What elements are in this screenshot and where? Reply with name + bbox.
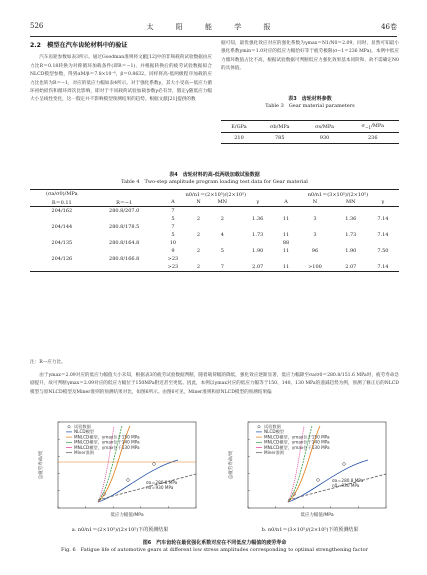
table4 bbox=[30, 189, 399, 272]
table4-cell: 11 bbox=[282, 216, 290, 222]
table4-cell bbox=[239, 239, 277, 247]
table3 bbox=[221, 120, 399, 144]
table4-cell: 2 bbox=[196, 248, 201, 254]
table4-cell bbox=[94, 263, 155, 272]
table4-subhead: γ bbox=[256, 199, 260, 205]
volume-label: 46卷 bbox=[381, 23, 397, 31]
table4-cell bbox=[30, 263, 94, 272]
table4-subhead: A bbox=[171, 199, 175, 205]
table4-cell bbox=[295, 239, 335, 247]
table4-cell bbox=[295, 255, 335, 263]
table4-cell: 7 bbox=[206, 263, 239, 272]
table4-cell: 280.8/207.0 bbox=[109, 208, 140, 214]
table4-cell bbox=[239, 255, 277, 263]
table4-cell: 1.36 bbox=[252, 216, 264, 222]
table4-cell: 7.14 bbox=[367, 263, 399, 272]
x-axis-label: 低应力幅值/MPa bbox=[300, 513, 334, 518]
table4-caption bbox=[30, 172, 399, 186]
table4-cell: 5 bbox=[171, 232, 175, 238]
table4-cell: >100 bbox=[295, 263, 335, 272]
table3-header-cell: $\sigma_{-1}$/MPa bbox=[361, 123, 385, 130]
table4-cell: >23 bbox=[167, 256, 179, 262]
table4-cell bbox=[191, 207, 206, 216]
table4-cell: 1.90 bbox=[345, 248, 357, 254]
table4-cell bbox=[335, 255, 367, 263]
table4-cell: 10 bbox=[169, 240, 177, 246]
table4-cell bbox=[367, 207, 399, 216]
table4-head: n0/n1＝(2×10⁵)/(2×10⁵) bbox=[185, 191, 247, 198]
table-row bbox=[30, 207, 399, 216]
table4-cell: 11 bbox=[277, 263, 295, 272]
legend-label: 试验数据 bbox=[264, 424, 281, 429]
y-axis-label: 总疲劳寿命/周 bbox=[229, 450, 234, 480]
data-point bbox=[127, 479, 130, 482]
table4-cell bbox=[94, 247, 155, 255]
panel-b-label: b. n0/n1＝(3×10⁵)/(2×10⁵)下的预测结果 bbox=[261, 527, 359, 533]
legend-marker bbox=[258, 426, 260, 428]
legend-label: MNLCD模型，γmax位于130 MPa bbox=[264, 444, 330, 450]
body-paragraph: 由于γmax＝2.09对应的低应力幅值大小未知，根据表3的疲劳试验数据判断，随着载荷幅的降低，强化效应逐渐显著，低应力幅降至σa/σ0＝280.8/151.6 MPa时，疲劳寿命急剧提升，故可判断γmax＝2.09对应的低应力幅位于150MPa附近甚至更低。因此，本例以γmax对应的低应力幅等于150、140、130 MPa的递减趋势为例，预测了修正后的NLCD模型与原NLCD模型及Miner准则的预测结果对比，如图6所示。由图6可见，Miner准则和原NLCD模型的预测结果偏 bbox=[30, 373, 399, 395]
header-rule bbox=[30, 36, 397, 37]
table3-cell: 236 bbox=[368, 135, 378, 141]
legend-label: MNLCD模型，γmax位于140 MPa bbox=[264, 439, 330, 445]
table3-caption-en: Table 3 Gear material parameters bbox=[265, 103, 355, 109]
table4-cell: 1.36 bbox=[345, 216, 357, 222]
table4-cell bbox=[30, 231, 94, 239]
table3-header-cell: σs/MPa bbox=[315, 123, 334, 130]
table4-subhead: MN bbox=[346, 199, 356, 205]
x-axis-label: 低应力幅值/MPa bbox=[110, 513, 144, 518]
figure-caption-en: Fig. 6 Fatigue life of automotive gears at different low stress amplitudes corresponding to optimal strengthening factor bbox=[61, 547, 368, 553]
table4-cell: 1.73 bbox=[345, 232, 357, 238]
table4-cell bbox=[277, 207, 295, 216]
table4-cell: 96 bbox=[311, 248, 319, 254]
table-row bbox=[30, 255, 399, 263]
table4-subhead: N bbox=[196, 199, 201, 205]
figure-caption bbox=[30, 540, 399, 554]
table-row bbox=[30, 247, 399, 255]
table4-cell: 5 bbox=[220, 248, 224, 254]
table4-cell bbox=[191, 255, 206, 263]
table4-subhead: R＝−1 bbox=[116, 199, 133, 206]
table4-cell: 280.8/178.5 bbox=[109, 224, 140, 230]
section-heading: 2.2 模型在汽车齿轮材料中的验证 bbox=[30, 42, 128, 49]
legend-label: Miner准则 bbox=[74, 450, 95, 455]
table4-cell: 3 bbox=[313, 232, 317, 238]
y-axis-label: 总疲劳寿命/周 bbox=[39, 450, 44, 480]
table4-cell: 11 bbox=[282, 248, 290, 254]
table4-cell bbox=[367, 239, 399, 247]
table-row bbox=[30, 239, 399, 247]
legend-label: MNLCD模型，γmax位于140 MPa bbox=[74, 439, 140, 445]
table4-subhead: γ bbox=[381, 199, 385, 205]
table4-cell bbox=[239, 223, 277, 231]
table4-cell: 11 bbox=[282, 232, 290, 238]
table4-cell: 204/135 bbox=[51, 240, 73, 246]
table4-cell: 2 bbox=[220, 216, 224, 222]
data-point bbox=[153, 463, 156, 466]
legend-label: Miner准则 bbox=[264, 450, 285, 455]
table4-subhead: R＝0.11 bbox=[51, 199, 72, 206]
table4-caption-cn: 表4 齿轮材料的高-低两级加载试验数据 bbox=[169, 172, 260, 178]
table4-subhead: A bbox=[284, 199, 288, 205]
table4-cell: 204/126 bbox=[51, 256, 73, 262]
table3-header-cell: σb/MPa bbox=[269, 123, 290, 130]
table4-cell: 88 bbox=[282, 240, 290, 246]
table4-cell: 280.8/166.8 bbox=[109, 256, 140, 262]
table4-cell bbox=[367, 255, 399, 263]
table4-cell bbox=[277, 255, 295, 263]
journal-title: 太 阳 能 学 报 bbox=[146, 23, 281, 31]
annotation-text: σa＝280.8 MPa bbox=[146, 480, 178, 485]
legend-label: MNLCD模型，γmax位于130 MPa bbox=[74, 444, 140, 450]
table4-cell bbox=[335, 223, 367, 231]
table4-cell: 2.07 bbox=[239, 263, 277, 272]
table4-cell bbox=[94, 231, 155, 239]
table4-cell bbox=[295, 223, 335, 231]
chart-panel-a bbox=[36, 414, 204, 524]
right-paragraph: 据可知，最优强化效应对应的强化系数为γmax＝N1/N0＝2.09，同时，显然可知最小强化系数γmin＝1.0对应的低应力幅恰好等于疲劳极限(σ−1＝236 MPa)。本例中低应力循环数值占比不高，根据试验数据可判断低应力强化效果基本同阶和，故不需确定N0的具体值。 bbox=[221, 41, 399, 72]
table4-cell: 2.07 bbox=[335, 263, 367, 272]
table4-cell: 2 bbox=[196, 216, 201, 222]
legend-label: 试验数据 bbox=[74, 424, 91, 429]
table4-cell: 3 bbox=[313, 216, 317, 222]
table3-caption bbox=[221, 96, 399, 110]
table4-cell: 7 bbox=[171, 224, 175, 230]
table4-cell bbox=[277, 223, 295, 231]
table4-head: n0/n1＝(3×10⁵)/(2×10⁵) bbox=[307, 191, 369, 198]
table4-cell: 7.14 bbox=[377, 232, 389, 238]
data-point bbox=[317, 479, 320, 482]
table4-subhead: N bbox=[312, 199, 318, 205]
table4-cell bbox=[30, 215, 94, 223]
legend-marker bbox=[68, 426, 70, 428]
table4-cell bbox=[191, 223, 206, 231]
table-row bbox=[30, 231, 399, 239]
table4-cell: 1.73 bbox=[252, 232, 264, 238]
table4-cell: 7 bbox=[171, 208, 175, 214]
legend-label: MNLCD模型，γmax位于150 MPa bbox=[74, 434, 140, 440]
table4-cell bbox=[335, 239, 367, 247]
table3-cell: 210 bbox=[234, 135, 244, 141]
table4-cell: 1.90 bbox=[252, 248, 264, 254]
table4-cell: 7.50 bbox=[377, 248, 389, 254]
legend-label: NLCD模型 bbox=[74, 429, 94, 435]
table4-cell bbox=[295, 207, 335, 216]
table4-head: (σa/σ0)/MPa bbox=[46, 191, 78, 197]
chart-panel-b bbox=[226, 414, 394, 524]
table-row bbox=[30, 215, 399, 223]
table4-cell bbox=[191, 239, 206, 247]
legend-label: NLCD模型 bbox=[264, 429, 284, 435]
table3-cell: 930 bbox=[319, 135, 330, 141]
panel-a-label: a. n0/n1＝(2×10⁵)/(2×10⁵)下的预测结果 bbox=[71, 527, 169, 533]
table4-cell: 204/144 bbox=[51, 224, 73, 230]
table3-cell: 785 bbox=[274, 135, 285, 141]
data-point bbox=[343, 463, 346, 466]
left-column bbox=[30, 40, 212, 182]
table4-cell: 280.8/164.8 bbox=[109, 240, 140, 246]
table4-cell bbox=[206, 207, 239, 216]
right-column bbox=[221, 40, 399, 76]
table4-subhead: MN bbox=[217, 199, 228, 205]
annotation-text: σa＝280.8 MPa bbox=[332, 478, 364, 483]
table4-cell: >23 bbox=[155, 263, 191, 272]
table4-cell bbox=[239, 207, 277, 216]
table4-cell: 7.14 bbox=[377, 216, 389, 222]
table4-cell bbox=[206, 223, 239, 231]
table4-cell bbox=[206, 255, 239, 263]
left-paragraph: 汽车齿轮参数如表3所示。通过Goodman准则将文献[12]中的非频载荷试验数据由应力比R＝0.18转换为对称循环加载条件(即R＝−1)，并根据转换后的疲劳试验数据拟合NLCD模型参数，得到αM/β＝7.8×10⁻⁶，β＝0.8632。同样将高-低两级程序加载的应力比也转为R＝−1，对应的低应力幅如表4所示。对于强化系数γ，其大小受高—低应力循环初始损伤和循环周次比影响，即对于不同载荷试验加载参数γ必有异，假定γ随低应力幅大小呈线性变化，这一假定并不影响模型预测结果的趋势。根据文献[21]提供的数 bbox=[30, 55, 212, 103]
legend-label: MNLCD模型，γmax位于150 MPa bbox=[264, 434, 330, 440]
table4-caption-en: Table 4 Two-step amplitude program loading test data for Gear material bbox=[121, 179, 308, 185]
table4-cell: 2 bbox=[196, 232, 201, 238]
table-row bbox=[30, 263, 399, 272]
table4-cell: 2 bbox=[191, 263, 206, 272]
annotation-text: n0＝930 MPa bbox=[146, 485, 174, 490]
table3-header-cell: E/GPa bbox=[231, 123, 247, 130]
table4-cell bbox=[367, 223, 399, 231]
table4-cell: 5 bbox=[171, 216, 175, 222]
running-header bbox=[30, 22, 397, 34]
table4-cell bbox=[335, 207, 367, 216]
table4-cell: 9 bbox=[171, 248, 175, 254]
page-number: 526 bbox=[30, 22, 44, 30]
table3-caption-cn: 表3 齿轮材料参数 bbox=[288, 96, 332, 102]
table4-note: 注：R—应力比。 bbox=[30, 360, 66, 365]
table4-cell bbox=[94, 215, 155, 223]
table4-cell: 204/162 bbox=[51, 208, 73, 214]
table4-cell: 4 bbox=[220, 232, 224, 238]
table4-cell bbox=[30, 247, 94, 255]
table-row bbox=[30, 223, 399, 231]
annotation-text: n0＝930 MPa bbox=[332, 483, 360, 488]
table4-cell bbox=[206, 239, 239, 247]
figure-caption-cn: 图6 汽车齿轮在最优强化系数对应在不同低应力幅值的疲劳寿命 bbox=[142, 540, 287, 546]
